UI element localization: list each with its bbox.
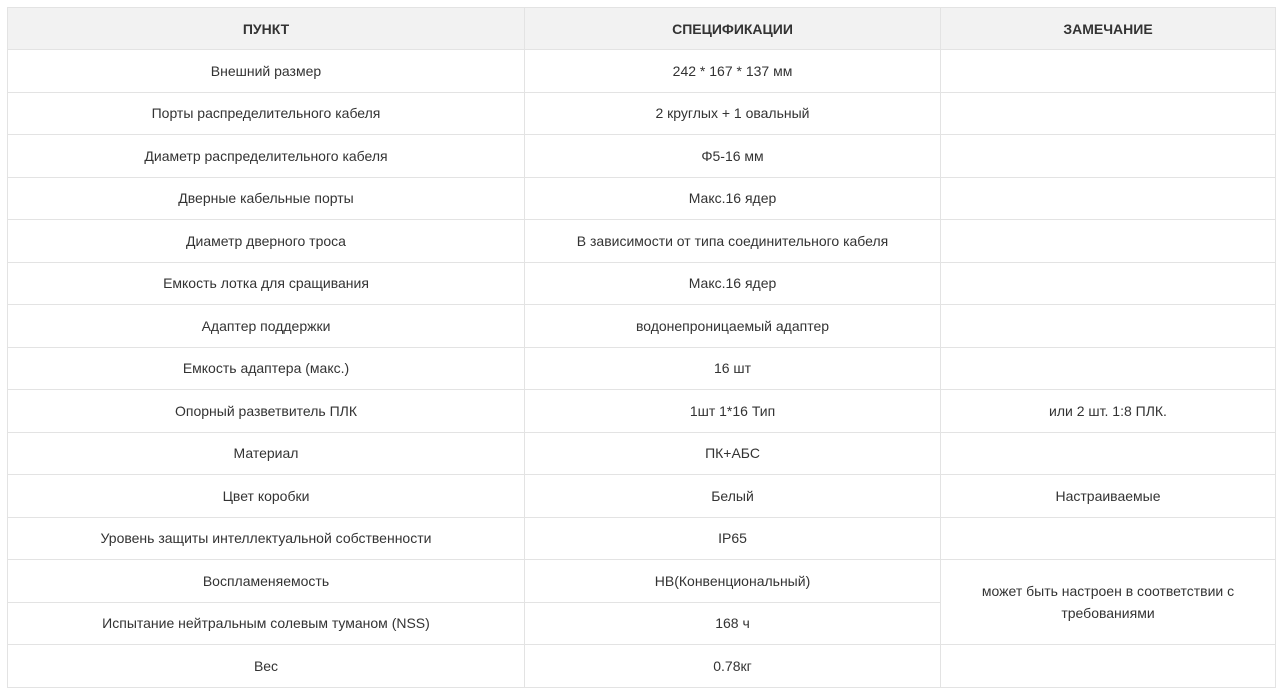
cell-note [941, 220, 1276, 263]
table-row [8, 135, 1276, 178]
cell-note [941, 50, 1276, 93]
table-row [8, 177, 1276, 220]
cell-note [941, 92, 1276, 135]
cell-spec: 2 круглых + 1 овальный [525, 92, 941, 135]
table-row [8, 645, 1276, 688]
table-row [8, 475, 1276, 518]
table-row [8, 262, 1276, 305]
table-row [8, 220, 1276, 263]
cell-spec: ПК+АБС [525, 432, 941, 475]
cell-item: Испытание нейтральным солевым туманом (NSS) [8, 602, 525, 645]
table-row [8, 390, 1276, 433]
cell-item: Цвет коробки [8, 475, 525, 518]
cell-spec: 0.78кг [525, 645, 941, 688]
table-row [8, 92, 1276, 135]
cell-spec: Макс.16 ядер [525, 177, 941, 220]
cell-note: или 2 шт. 1:8 ПЛК. [941, 390, 1276, 433]
cell-note [941, 432, 1276, 475]
cell-note [941, 645, 1276, 688]
cell-item: Вес [8, 645, 525, 688]
cell-spec: 168 ч [525, 602, 941, 645]
cell-note [941, 262, 1276, 305]
cell-spec: В зависимости от типа соединительного кабеля [525, 220, 941, 263]
cell-item: Воспламеняемость [8, 560, 525, 603]
table-row [8, 517, 1276, 560]
cell-note [941, 135, 1276, 178]
table-row [8, 347, 1276, 390]
cell-spec: IP65 [525, 517, 941, 560]
cell-note-merged: может быть настроен в соответствии с требованиями [941, 560, 1276, 645]
cell-note: Настраиваемые [941, 475, 1276, 518]
cell-spec: Φ5-16 мм [525, 135, 941, 178]
table-header-row [8, 8, 1276, 50]
cell-note [941, 347, 1276, 390]
header-spec: СПЕЦИФИКАЦИИ [525, 8, 941, 50]
cell-item: Емкость лотка для сращивания [8, 262, 525, 305]
table-row [8, 305, 1276, 348]
cell-item: Материал [8, 432, 525, 475]
header-note: ЗАМЕЧАНИЕ [941, 8, 1276, 50]
cell-spec: 242 * 167 * 137 мм [525, 50, 941, 93]
spec-table-container [7, 7, 1275, 688]
cell-item: Емкость адаптера (макс.) [8, 347, 525, 390]
cell-item: Внешний размер [8, 50, 525, 93]
cell-spec: Макс.16 ядер [525, 262, 941, 305]
cell-item: Диаметр дверного троса [8, 220, 525, 263]
cell-spec: водонепроницаемый адаптер [525, 305, 941, 348]
cell-item: Опорный разветвитель ПЛК [8, 390, 525, 433]
table-row [8, 560, 1276, 603]
table-row [8, 50, 1276, 93]
cell-note [941, 517, 1276, 560]
cell-note [941, 177, 1276, 220]
cell-item: Дверные кабельные порты [8, 177, 525, 220]
cell-spec: HB(Конвенциональный) [525, 560, 941, 603]
cell-note [941, 305, 1276, 348]
cell-item: Порты распределительного кабеля [8, 92, 525, 135]
cell-spec: Белый [525, 475, 941, 518]
cell-spec: 1шт 1*16 Тип [525, 390, 941, 433]
spec-table [7, 7, 1276, 688]
cell-spec: 16 шт [525, 347, 941, 390]
cell-item: Адаптер поддержки [8, 305, 525, 348]
cell-item: Уровень защиты интеллектуальной собственности [8, 517, 525, 560]
table-row [8, 432, 1276, 475]
header-item: ПУНКТ [8, 8, 525, 50]
cell-item: Диаметр распределительного кабеля [8, 135, 525, 178]
